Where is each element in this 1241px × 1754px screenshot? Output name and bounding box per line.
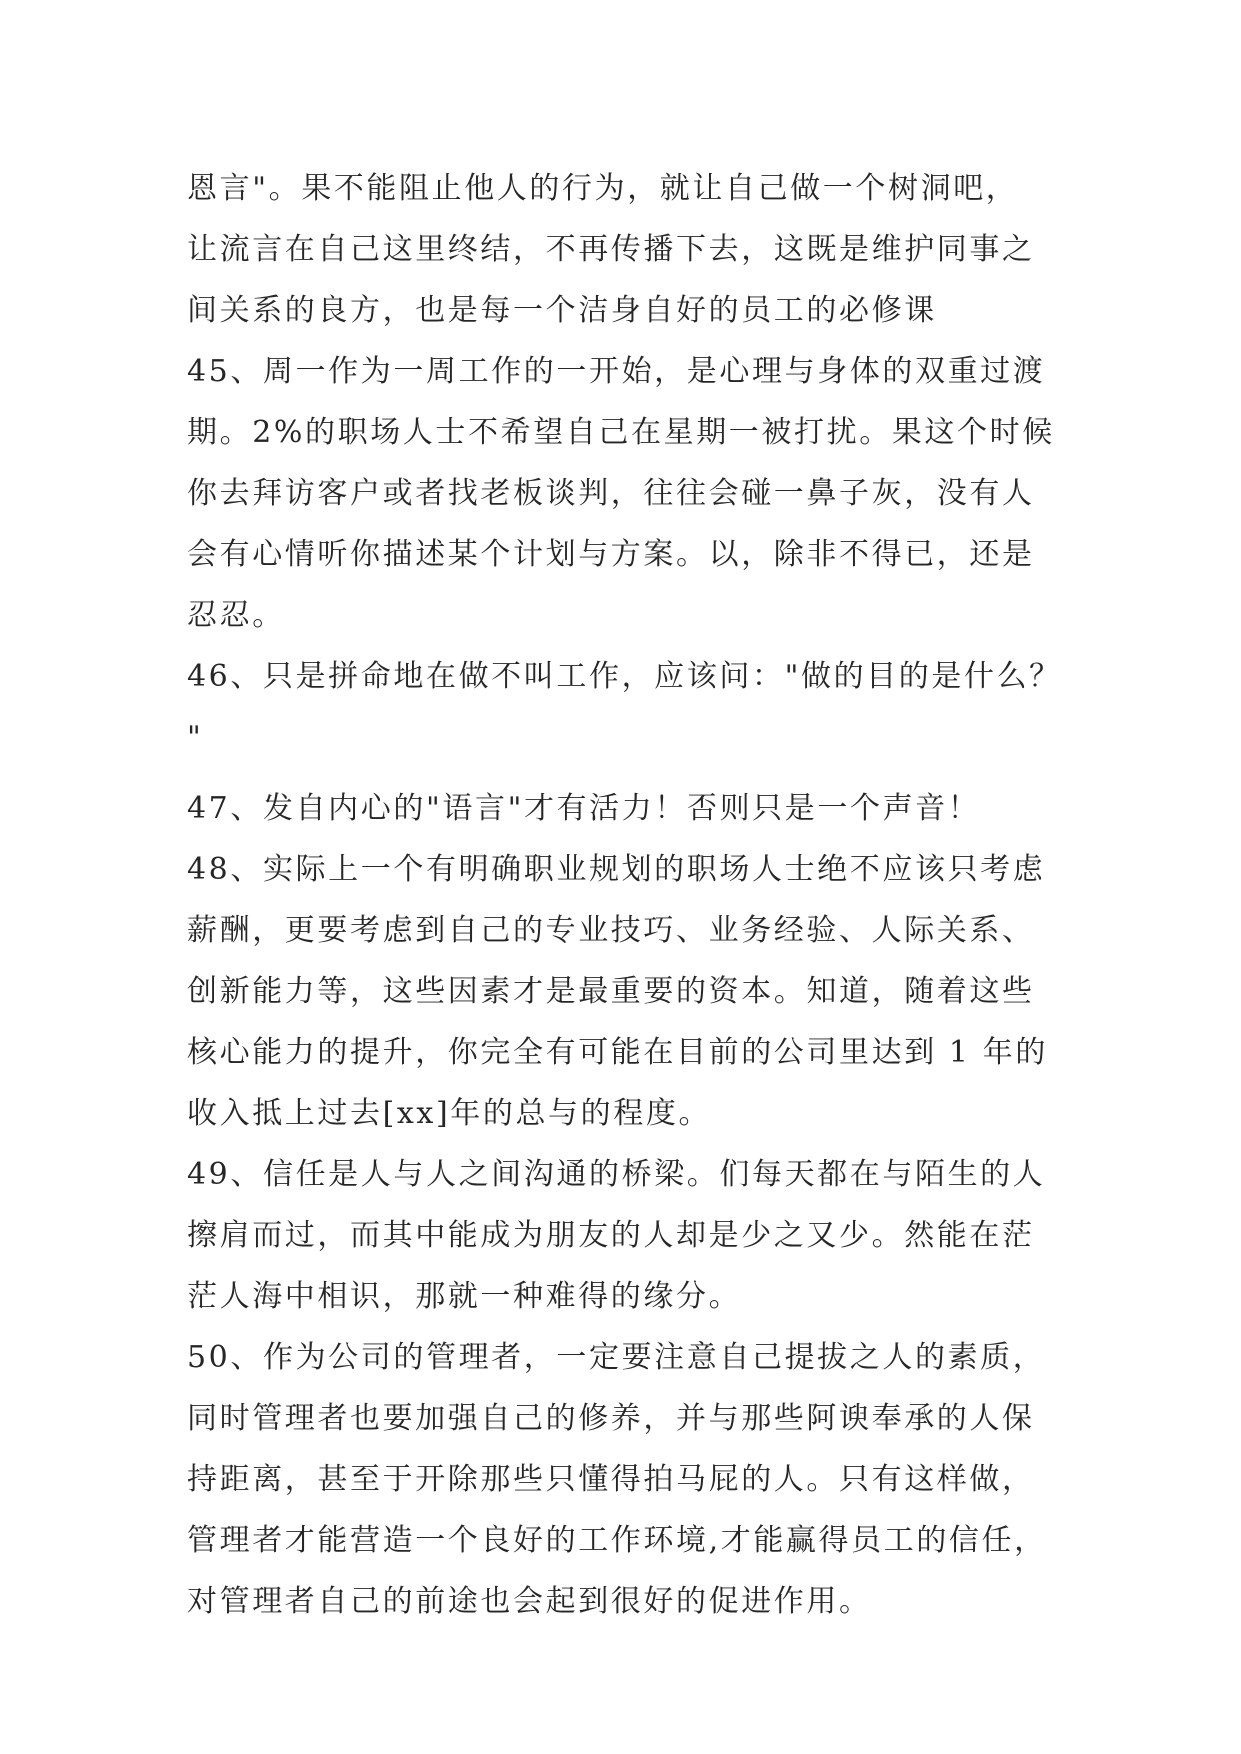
- text-line: 间关系的良方，也是每一个洁身自好的员工的必修课: [187, 293, 937, 328]
- text-line: 恩言"。果不能阻止他人的行为，就让自己做一个树洞吧，: [187, 171, 1019, 206]
- text-line: 期。2%的职场人士不希望自己在星期一被打扰。果这个时候: [187, 415, 1055, 450]
- text-line: 持距离，甚至于开除那些只懂得拍马屁的人。只有这样做，: [187, 1462, 1035, 1497]
- text-line: 创新能力等，这些因素才是最重要的资本。知道，随着这些: [187, 974, 1035, 1009]
- document-body: [187, 158, 1067, 1632]
- text-line: 让流言在自己这里终结，不再传播下去，这既是维护同事之: [187, 232, 1035, 267]
- text-line: 茫人海中相识，那就一种难得的缘分。: [187, 1279, 742, 1314]
- text-line: 核心能力的提升，你完全有可能在目前的公司里达到 1 年的: [187, 1035, 1048, 1070]
- text-line: 对管理者自己的前途也会起到很好的促进作用。: [187, 1584, 872, 1619]
- text-line: 会有心情听你描述某个计划与方案。以，除非不得已，还是: [187, 537, 1035, 572]
- text-line: 收入抵上过去[xx]年的总与的程度。: [187, 1096, 712, 1131]
- text-line: 薪酬，更要考虑到自己的专业技巧、业务经验、人际关系、: [187, 913, 1035, 948]
- text-line: 管理者才能营造一个良好的工作环境,才能赢得员工的信任，: [187, 1523, 1047, 1558]
- text-line: 擦肩而过，而其中能成为朋友的人却是少之又少。然能在茫: [187, 1218, 1035, 1253]
- text-line: 48、实际上一个有明确职业规划的职场人士绝不应该只考虑: [187, 852, 1046, 887]
- text-line: 同时管理者也要加强自己的修养，并与那些阿谀奉承的人保: [187, 1401, 1035, 1436]
- text-line: 50、作为公司的管理者，一定要注意自己提拔之人的素质，: [187, 1340, 1046, 1375]
- text-line: 忍忍。: [187, 598, 285, 633]
- text-line: 45、周一作为一周工作的一开始，是心理与身体的双重过渡: [187, 354, 1046, 389]
- text-line: 你去拜访客户或者找老板谈判，往往会碰一鼻子灰，没有人: [187, 476, 1035, 511]
- text-line: ": [187, 720, 204, 755]
- text-line: 46、只是拼命地在做不叫工作，应该问："做的目的是什么？: [187, 659, 1062, 694]
- text-line: 49、信任是人与人之间沟通的桥梁。们每天都在与陌生的人: [187, 1157, 1046, 1192]
- text-line: 47、发自内心的"语言"才有活力！否则只是一个声音！: [187, 791, 981, 826]
